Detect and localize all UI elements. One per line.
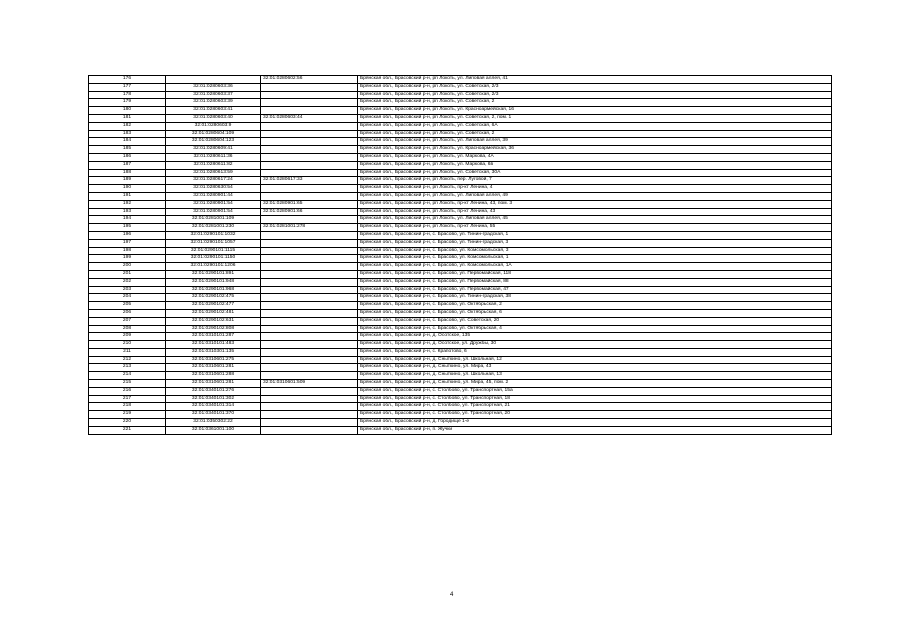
cell-num: 206 — [89, 309, 166, 317]
table-row — [89, 130, 832, 138]
table-row — [89, 286, 832, 294]
table-row — [89, 302, 832, 310]
cell-num: 201 — [89, 270, 166, 278]
cell-num: 218 — [89, 403, 166, 411]
cell-addr: Брянская обл., Брасовский р-н, д. Сныткино, ул. Мира, 45, пом. 2 — [358, 380, 832, 388]
cell-addr: Брянская обл., Брасовский р-н, рп Локоть, пер. Луговой, 7 — [358, 177, 832, 185]
cell-num: 177 — [89, 83, 166, 91]
table-row — [89, 380, 832, 388]
cell-cad1: 32:01:0280604:109 — [166, 130, 261, 138]
cell-cad1: 32:01:0290101:1115 — [166, 247, 261, 255]
cell-cad1: 32:01:0280901:44 — [166, 192, 261, 200]
table-row — [89, 192, 832, 200]
cell-num: 200 — [89, 263, 166, 271]
cell-addr: Брянская обл., Брасовский р-н, рп Локоть, пр-кт Ленина, 55 — [358, 224, 832, 232]
cell-num: 183 — [89, 130, 166, 138]
register-table — [88, 75, 832, 435]
cell-cad1: 32:01:0280603:41 — [166, 107, 261, 115]
table-row — [89, 387, 832, 395]
cell-cad1: 32:01:0290101:1032 — [166, 231, 261, 239]
cell-num: 197 — [89, 239, 166, 247]
table-row — [89, 153, 832, 161]
cell-addr: Брянская обл., Брасовский р-н, с. Брасово, ул. Первомайская, 118 — [358, 270, 832, 278]
cell-cad2 — [261, 348, 358, 356]
table-row — [89, 263, 832, 271]
cell-cad2 — [261, 153, 358, 161]
cell-cad1: 32:01:0310601:281 — [166, 380, 261, 388]
cell-cad1: 32:01:0290101:948 — [166, 278, 261, 286]
table-row — [89, 114, 832, 122]
cell-cad1: 32:01:0310101:287 — [166, 333, 261, 341]
cell-cad2 — [261, 239, 358, 247]
cell-cad2 — [261, 419, 358, 427]
cell-cad2 — [261, 341, 358, 349]
cell-num: 214 — [89, 372, 166, 380]
cell-num: 209 — [89, 333, 166, 341]
table-row — [89, 122, 832, 130]
cell-cad1: 32:01:0280603:9 — [166, 122, 261, 130]
cell-num: 212 — [89, 356, 166, 364]
cell-addr: Брянская обл., Брасовский р-н, д. Городище 1-е — [358, 419, 832, 427]
cell-cad1: 32:01:0340101:302 — [166, 395, 261, 403]
cell-addr: Брянская обл., Брасовский р-н, рп Локоть, ул. Липовая аллея, 45 — [358, 216, 832, 224]
table-row — [89, 403, 832, 411]
table-row — [89, 76, 832, 84]
cell-num: 181 — [89, 114, 166, 122]
table-row — [89, 185, 832, 193]
register-table-body — [89, 76, 832, 435]
cell-cad2 — [261, 372, 358, 380]
cell-num: 186 — [89, 153, 166, 161]
cell-addr: Брянская обл., Брасовский р-н, рп Локоть, пр-кт Ленина, 43 — [358, 208, 832, 216]
cell-cad2 — [261, 302, 358, 310]
cell-num: 190 — [89, 185, 166, 193]
table-row — [89, 169, 832, 177]
cell-addr: Брянская обл., Брасовский р-н, с. Столбово, ул. Транспортная, 15а — [358, 387, 832, 395]
table-row — [89, 270, 832, 278]
cell-cad1: 32:01:0310101:483 — [166, 341, 261, 349]
cell-addr: Брянская обл., Брасовский р-н, рп Локоть, ул. Советская, 2 — [358, 130, 832, 138]
cell-cad1: 32:01:0280901:54 — [166, 200, 261, 208]
cell-cad2 — [261, 138, 358, 146]
cell-num: 180 — [89, 107, 166, 115]
table-row — [89, 419, 832, 427]
table-row — [89, 356, 832, 364]
cell-cad1: 32:01:0280603:39 — [166, 99, 261, 107]
table-row — [89, 348, 832, 356]
cell-num: 204 — [89, 294, 166, 302]
cell-num: 202 — [89, 278, 166, 286]
cell-cad1: 32:01:0280617:24 — [166, 177, 261, 185]
cell-cad1: 32:01:0280603:40 — [166, 114, 261, 122]
cell-num: 203 — [89, 286, 166, 294]
table-row — [89, 247, 832, 255]
cell-num: 213 — [89, 364, 166, 372]
table-row — [89, 138, 832, 146]
cell-num: 188 — [89, 169, 166, 177]
table-row — [89, 239, 832, 247]
cell-num: 220 — [89, 419, 166, 427]
cell-num: 196 — [89, 231, 166, 239]
cell-addr: Брянская обл., Брасовский р-н, с. Столбово, ул. Транспортная, 18 — [358, 395, 832, 403]
cell-cad1: 32:01:0280604:123 — [166, 138, 261, 146]
cell-num: 184 — [89, 138, 166, 146]
cell-num: 199 — [89, 255, 166, 263]
cell-addr: Брянская обл., Брасовский р-н, с. Брасово, ул. Октябрьская, 4 — [358, 325, 832, 333]
cell-addr: Брянская обл., Брасовский р-н, рп Локоть, ул. Красноармейская, 16 — [358, 107, 832, 115]
cell-cad1: 32:01:0310601:288 — [166, 372, 261, 380]
cell-cad1: 32:01:0280630:54 — [166, 185, 261, 193]
cell-cad2 — [261, 294, 358, 302]
cell-addr: Брянская обл., Брасовский р-н, рп Локоть, пр-кт Ленина, 4 — [358, 185, 832, 193]
cell-addr: Брянская обл., Брасовский р-н, рп Локоть, ул. Липовая аллея, 41 — [358, 76, 832, 84]
cell-num: 194 — [89, 216, 166, 224]
cell-num: 195 — [89, 224, 166, 232]
cell-addr: Брянская обл., Брасовский р-н, рп Локоть, ул. Липовая аллея, 49 — [358, 192, 832, 200]
cell-addr: Брянская обл., Брасовский р-н, с. Столбово, ул. Транспортная, 20 — [358, 411, 832, 419]
cell-addr: Брянская обл., Брасовский р-н, рп Локоть, ул. Маркова, 6в — [358, 161, 832, 169]
cell-addr: Брянская обл., Брасовский р-н, рп Локоть, ул. Советская, 30А — [358, 169, 832, 177]
table-row — [89, 294, 832, 302]
cell-cad2 — [261, 364, 358, 372]
cell-cad2: 32:01:0280617:33 — [261, 177, 358, 185]
cell-addr: Брянская обл., Брасовский р-н, с. Брасово, ул. Комсомольская, 3 — [358, 247, 832, 255]
cell-cad2: 32:01:0281001:278 — [261, 224, 358, 232]
table-row — [89, 255, 832, 263]
cell-cad1: 32:01:0310601:275 — [166, 356, 261, 364]
cell-num: 207 — [89, 317, 166, 325]
table-row — [89, 99, 832, 107]
cell-num: 178 — [89, 91, 166, 99]
cell-num: 182 — [89, 122, 166, 130]
cell-addr: Брянская обл., Брасовский р-н, рп Локоть, ул. Советская, 2/3 — [358, 91, 832, 99]
cell-num: 187 — [89, 161, 166, 169]
table-row — [89, 83, 832, 91]
cell-cad2 — [261, 278, 358, 286]
cell-cad1: 32:01:0340101:370 — [166, 411, 261, 419]
cell-addr: Брянская обл., Брасовский р-н, с. Брасово, ул. Тинин-градская, 3 — [358, 239, 832, 247]
cell-addr: Брянская обл., Брасовский р-н, рп Локоть, ул. Советская, 2 — [358, 99, 832, 107]
cell-addr: Брянская обл., Брасовский р-н, с. Брасово, ул. Комсомольская, 1 — [358, 255, 832, 263]
cell-addr: Брянская обл., Брасовский р-н, д. Сныткино, ул. Мира, 43 — [358, 364, 832, 372]
cell-cad2 — [261, 325, 358, 333]
cell-cad2 — [261, 91, 358, 99]
table-row — [89, 146, 832, 154]
cell-cad2 — [261, 309, 358, 317]
cell-cad1: 32:01:0280611:82 — [166, 161, 261, 169]
cell-addr: Брянская обл., Брасовский р-н, рп Локоть, пр-кт Ленина, 43, пом. 3 — [358, 200, 832, 208]
cell-cad2 — [261, 263, 358, 271]
cell-num: 210 — [89, 341, 166, 349]
cell-cad1: 32:01:0290101:1057 — [166, 239, 261, 247]
cell-addr: Брянская обл., Брасовский р-н, с. Столбово, ул. Транспортная, 21 — [358, 403, 832, 411]
table-row — [89, 278, 832, 286]
cell-cad1 — [166, 76, 261, 84]
cell-addr: Брянская обл., Брасовский р-н, с. Брасово, ул. Первомайская, 47 — [358, 286, 832, 294]
cell-cad2 — [261, 146, 358, 154]
cell-num: 216 — [89, 387, 166, 395]
cell-cad2 — [261, 426, 358, 434]
table-row — [89, 216, 832, 224]
cell-cad1: 32:01:0290102:808 — [166, 325, 261, 333]
cell-cad1: 32:01:0290101:1206 — [166, 263, 261, 271]
cell-cad2 — [261, 333, 358, 341]
table-row — [89, 231, 832, 239]
table-row — [89, 372, 832, 380]
cell-cad2: 32:01:0280602:56 — [261, 76, 358, 84]
cell-cad2 — [261, 216, 358, 224]
cell-cad1: 32:01:0290101:968 — [166, 286, 261, 294]
cell-cad2 — [261, 387, 358, 395]
cell-num: 215 — [89, 380, 166, 388]
cell-cad2 — [261, 395, 358, 403]
cell-num: 205 — [89, 302, 166, 310]
cell-cad1: 32:01:0280603:37 — [166, 91, 261, 99]
cell-num: 211 — [89, 348, 166, 356]
cell-num: 208 — [89, 325, 166, 333]
cell-cad2 — [261, 161, 358, 169]
cell-cad2 — [261, 192, 358, 200]
cell-addr: Брянская обл., Брасовский р-н, с. Брасово, ул. Советская, 20 — [358, 317, 832, 325]
cell-cad2 — [261, 169, 358, 177]
cell-cad2: 32:01:0280901:66 — [261, 208, 358, 216]
cell-cad1: 32:01:0280611:36 — [166, 153, 261, 161]
cell-addr: Брянская обл., Брасовский р-н, д. Сныткино, ул. Школьная, 13 — [358, 372, 832, 380]
cell-cad2: 32:01:0310601:509 — [261, 380, 358, 388]
cell-cad2 — [261, 99, 358, 107]
cell-num: 179 — [89, 99, 166, 107]
cell-cad2 — [261, 185, 358, 193]
cell-cad2 — [261, 130, 358, 138]
table-row — [89, 341, 832, 349]
cell-cad2 — [261, 356, 358, 364]
table-row — [89, 208, 832, 216]
cell-addr: Брянская обл., Брасовский р-н, рп Локоть, ул. Советская, 2/3 — [358, 83, 832, 91]
table-row — [89, 395, 832, 403]
cell-addr: Брянская обл., Брасовский р-н, рп Локоть, ул. Липовая аллея, 39 — [358, 138, 832, 146]
table-row — [89, 364, 832, 372]
cell-num: 191 — [89, 192, 166, 200]
cell-num: 189 — [89, 177, 166, 185]
cell-cad2 — [261, 122, 358, 130]
cell-cad1: 32:01:0290102:475 — [166, 294, 261, 302]
page-number: 4 — [450, 592, 454, 598]
cell-addr: Брянская обл., Брасовский р-н, с. Крапотово, 6 — [358, 348, 832, 356]
cell-cad2 — [261, 255, 358, 263]
cell-cad2 — [261, 231, 358, 239]
table-row — [89, 177, 832, 185]
cell-addr: Брянская обл., Брасовский р-н, с. Брасово, ул. Тинин-градская, 1 — [358, 231, 832, 239]
table-row — [89, 224, 832, 232]
cell-cad2 — [261, 83, 358, 91]
table-row — [89, 411, 832, 419]
table-row — [89, 91, 832, 99]
cell-cad2 — [261, 403, 358, 411]
cell-num: 185 — [89, 146, 166, 154]
cell-addr: Брянская обл., Брасовский р-н, д. Осотское, ул. Дружбы, 30 — [358, 341, 832, 349]
cell-cad1: 32:01:0290101:891 — [166, 270, 261, 278]
cell-cad1: 32:01:0310601:281 — [166, 364, 261, 372]
cell-num: 221 — [89, 426, 166, 434]
cell-cad2: 32:01:0280603:44 — [261, 114, 358, 122]
cell-cad1: 32:01:0280609:41 — [166, 146, 261, 154]
table-row — [89, 200, 832, 208]
cell-cad1: 32:01:0350302:22 — [166, 419, 261, 427]
cell-addr: Брянская обл., Брасовский р-н, д. Сныткино, ул. Школьная, 12 — [358, 356, 832, 364]
cell-addr: Брянская обл., Брасовский р-н, рп Локоть, ул. Советская, 2, пом. 1 — [358, 114, 832, 122]
cell-cad1: 32:01:0361001:100 — [166, 426, 261, 434]
table-row — [89, 317, 832, 325]
cell-addr: Брянская обл., Брасовский р-н, рп Локоть, ул. Маркова, 4А — [358, 153, 832, 161]
cell-num: 192 — [89, 200, 166, 208]
table-row — [89, 325, 832, 333]
table-row — [89, 161, 832, 169]
cell-cad1: 32:01:0281001:230 — [166, 224, 261, 232]
cell-addr: Брянская обл., Брасовский р-н, п. Жучки — [358, 426, 832, 434]
cell-num: 198 — [89, 247, 166, 255]
cell-addr: Брянская обл., Брасовский р-н, рп Локоть, ул. Советская, 6А — [358, 122, 832, 130]
cell-num: 176 — [89, 76, 166, 84]
cell-num: 217 — [89, 395, 166, 403]
table-row — [89, 426, 832, 434]
cell-cad2 — [261, 107, 358, 115]
cell-addr: Брянская обл., Брасовский р-н, с. Брасово, ул. Первомайская, 88 — [358, 278, 832, 286]
cell-addr: Брянская обл., Брасовский р-н, с. Брасово, ул. Октябрьская, 2 — [358, 302, 832, 310]
cell-cad2 — [261, 286, 358, 294]
cell-cad1: 32:01:0290102:631 — [166, 317, 261, 325]
cell-cad1: 32:01:0310301:135 — [166, 348, 261, 356]
cell-cad1: 32:01:0290101:1150 — [166, 255, 261, 263]
cell-cad1: 32:01:0281001:109 — [166, 216, 261, 224]
cell-cad1: 32:01:0340101:276 — [166, 387, 261, 395]
cell-cad2 — [261, 270, 358, 278]
table-row — [89, 333, 832, 341]
cell-cad1: 32:01:0280603:36 — [166, 83, 261, 91]
cell-addr: Брянская обл., Брасовский р-н, д. Осотское, 135 — [358, 333, 832, 341]
cell-cad2 — [261, 411, 358, 419]
cell-addr: Брянская обл., Брасовский р-н, рп Локоть, ул. Красноармейская, 36 — [358, 146, 832, 154]
table-row — [89, 309, 832, 317]
cell-cad2 — [261, 247, 358, 255]
cell-cad2 — [261, 317, 358, 325]
cell-cad2: 32:01:0280901:65 — [261, 200, 358, 208]
cell-addr: Брянская обл., Брасовский р-н, с. Брасово, ул. Октябрьская, 6 — [358, 309, 832, 317]
cell-cad1: 32:01:0290102:481 — [166, 309, 261, 317]
cell-cad1: 32:01:0280613:59 — [166, 169, 261, 177]
cell-cad1: 32:01:0280901:54 — [166, 208, 261, 216]
cell-cad1: 32:01:0340101:314 — [166, 403, 261, 411]
cell-num: 219 — [89, 411, 166, 419]
table-row — [89, 107, 832, 115]
cell-addr: Брянская обл., Брасовский р-н, с. Брасово, ул. Тинин-градская, 38 — [358, 294, 832, 302]
cell-addr: Брянская обл., Брасовский р-н, с. Брасово, ул. Комсомольская, 1А — [358, 263, 832, 271]
cell-cad1: 32:01:0290102:477 — [166, 302, 261, 310]
cell-num: 193 — [89, 208, 166, 216]
